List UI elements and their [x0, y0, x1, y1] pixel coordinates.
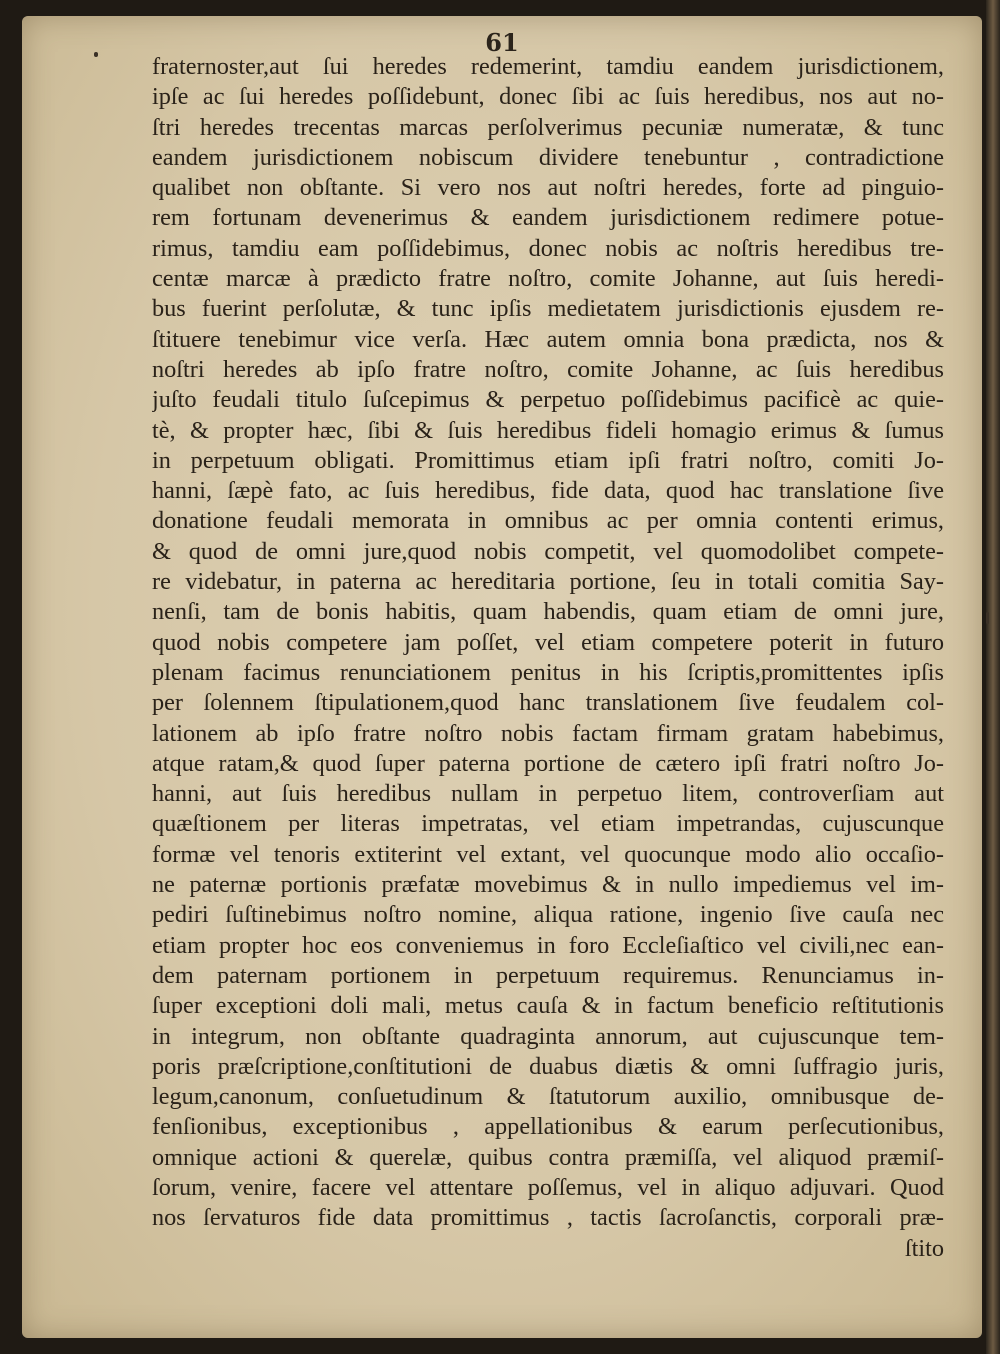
text-line: atque ratam,& quod ſuper paterna portione de cætero ipſi fratri noſtro Jo- — [152, 749, 944, 777]
text-line: quæſtionem per literas impetratas, vel etiam impetrandas, cujuscunque — [152, 810, 944, 838]
text-line: hanni, aut ſuis heredibus nullam in perpetuo litem, controverſiam aut — [152, 780, 944, 808]
text-line: fraternoster,aut ſui heredes redemerint, tamdiu eandem jurisdictionem, — [152, 53, 944, 80]
text-line: re videbatur, in paterna ac hereditaria portione, ſeu in totali comitia Say- — [152, 568, 944, 596]
text-line: poris præſcriptione,conſtitutioni de duabus diætis & omni ſuffragio juris, — [152, 1052, 944, 1080]
text-line: nos ſervaturos fide data promittimus , tactis ſacroſanctis, corporali præ- — [152, 1204, 944, 1232]
text-line: hanni, ſæpè fato, ac ſuis heredibus, fide data, quod hac translatione ſive — [152, 477, 944, 505]
text-line: & quod de omni jure,quod nobis competit, vel quomodolibet compete- — [152, 537, 944, 565]
text-line: etiam propter hoc eos conveniemus in foro Eccleſiaſtico vel civili,nec ean- — [152, 931, 944, 959]
text-line: pediri ſuſtinebimus noſtro nomine, aliqua ratione, ingenio ſive cauſa nec — [152, 901, 944, 929]
text-line: ne paternæ portionis præfatæ movebimus & in nullo impediemus vel im- — [152, 871, 944, 899]
text-line: qualibet non obſtante. Si vero nos aut noſtri heredes, forte ad pinguio- — [152, 174, 944, 202]
text-line: legum,canonum, conſuetudinum & ſtatutorum auxilio, omnibusque de- — [152, 1083, 944, 1111]
text-line: in integrum, non obſtante quadraginta annorum, aut cujuscunque tem- — [152, 1022, 944, 1050]
text-line: ipſe ac ſui heredes poſſidebunt, donec ſibi ac ſuis heredibus, nos aut no- — [152, 83, 944, 111]
text-line: dem paternam portionem in perpetuum requiremus. Renunciamus in- — [152, 961, 944, 989]
text-line: donatione feudali memorata in omnibus ac per omnia contenti erimus, — [152, 507, 944, 535]
document-page — [22, 16, 982, 1338]
text-line: ſtituere tenebimur vice verſa. Hæc autem omnia bona prædicta, nos & — [152, 325, 944, 353]
ink-speck — [94, 52, 98, 57]
text-line: ſuper exceptioni doli mali, metus cauſa & in factum beneficio reſtitutionis — [152, 992, 944, 1020]
text-line: rem fortunam devenerimus & eandem jurisdictionem redimere potue- — [152, 204, 944, 232]
adjacent-page-edge — [986, 0, 1000, 1354]
text-line: fenſionibus, exceptionibus , appellationibus & earum perſecutionibus, — [152, 1113, 944, 1141]
text-line: ſorum, venire, facere vel attentare poſſemus, vel in aliquo adjuvari. Quod — [152, 1173, 944, 1201]
text-line: lationem ab ipſo fratre noſtro nobis factam firmam gratam habebimus, — [152, 719, 944, 747]
catchword: ſtito — [904, 1234, 944, 1262]
text-line: per ſolennem ſtipulationem,quod hanc translationem ſive feudalem col- — [152, 689, 944, 717]
text-line: nenſi, tam de bonis habitis, quam habendis, quam etiam de omni jure, — [152, 598, 944, 626]
text-line: centæ marcæ à prædicto fratre noſtro, comite Johanne, aut ſuis heredi- — [152, 265, 944, 293]
text-line: quod nobis competere jam poſſet, vel etiam competere poterit in futuro — [152, 628, 944, 656]
body-text — [152, 52, 944, 1264]
text-line: juſto feudali titulo ſuſcepimus & perpetuo poſſidebimus pacificè ac quie- — [152, 386, 944, 414]
page-number: 61 — [485, 28, 519, 57]
text-line: bus fuerint perſolutæ, & tunc ipſis medietatem jurisdictionis ejusdem re- — [152, 295, 944, 323]
text-line: plenam facimus renunciationem penitus in his ſcriptis,promittentes ipſis — [152, 658, 944, 686]
text-line: in perpetuum obligati. Promittimus etiam ipſi fratri noſtro, comiti Jo- — [152, 446, 944, 474]
text-line: formæ vel tenoris extiterint vel extant, vel quocunque modo alio occaſio- — [152, 840, 944, 868]
ink-speck — [986, 612, 989, 624]
text-line: rimus, tamdiu eam poſſidebimus, donec nobis ac noſtris heredibus tre- — [152, 234, 944, 262]
text-line: eandem jurisdictionem nobiscum dividere tenebuntur , contradictione — [152, 143, 944, 171]
text-line: noſtri heredes ab ipſo fratre noſtro, comite Johanne, ac ſuis heredibus — [152, 355, 944, 383]
text-line: tè, & propter hæc, ſibi & ſuis heredibus fideli homagio erimus & ſumus — [152, 416, 944, 444]
text-line: ſtri heredes trecentas marcas perſolverimus pecuniæ numeratæ, & tunc — [152, 113, 944, 141]
text-line: omnique actioni & querelæ, quibus contra præmiſſa, vel aliquod præmiſ- — [152, 1143, 944, 1171]
